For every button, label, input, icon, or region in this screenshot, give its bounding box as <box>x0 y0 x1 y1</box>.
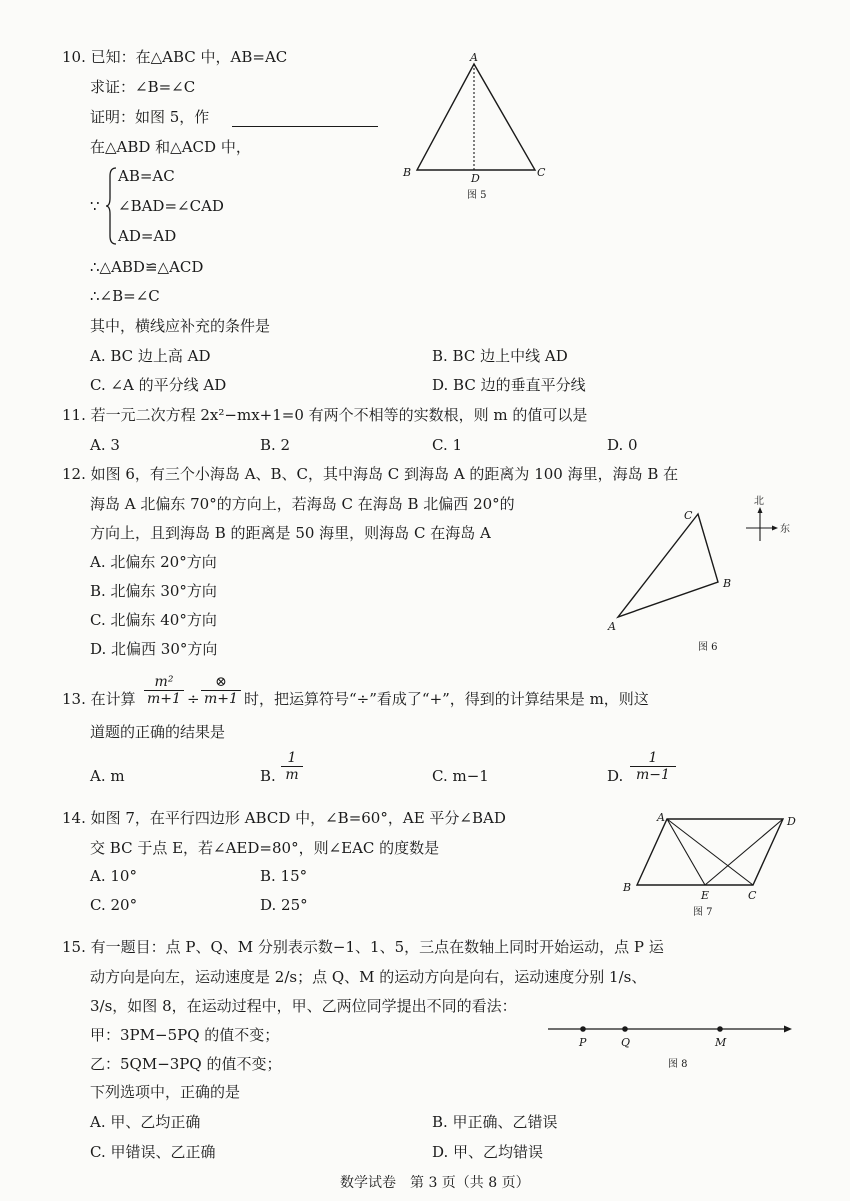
q12-option-d: D. 北偏西 30°方向 <box>90 640 218 658</box>
q14-option-d: D. 25° <box>260 896 308 914</box>
q10-brace <box>106 166 118 246</box>
fig7-caption: 图 7 <box>693 907 713 918</box>
q14-line-2: 交 BC 于点 E，若∠AED=80°，则∠EAC 的度数是 <box>90 839 440 857</box>
q12-line-3: 方向上，且到海岛 B 的距离是 50 海里，则海岛 C 在海岛 A <box>90 524 491 542</box>
q15-line-2: 动方向是向左，运动速度是 2/s；点 Q、M 的运动方向是向右，运动速度分别 1/s、 <box>90 968 647 986</box>
figure-6 <box>600 492 810 657</box>
compass-east: 东 <box>780 524 790 535</box>
q10-stem: 10. 已知：在△ABC 中，AB=AC <box>62 48 288 66</box>
q10-option-b: B. BC 边上中线 AD <box>432 347 568 365</box>
q13-fraction-2-num: ⊗ <box>201 674 241 691</box>
q13-option-b-label: B. <box>260 767 276 785</box>
fig5-label-b: B <box>403 166 412 179</box>
fig6-label-c: C <box>684 509 693 522</box>
q10-cond-3: AD=AD <box>118 227 177 245</box>
q13-option-b-num: 1 <box>281 750 303 767</box>
fig5-caption: 图 5 <box>467 190 487 201</box>
q10-question: 其中，横线应补充的条件是 <box>90 317 271 335</box>
fig5-label-d: D <box>471 172 480 185</box>
q13-fraction-1 <box>144 674 184 707</box>
q13-operator: ÷ <box>187 690 200 708</box>
q11-option-d: D. 0 <box>607 436 638 454</box>
page-footer: 数学试卷 第 3 页（共 8 页） <box>340 1175 530 1191</box>
q11-option-c: C. 1 <box>432 436 463 454</box>
q13-line-2: 道题的正确的结果是 <box>90 723 226 741</box>
q13-option-d-num: 1 <box>630 750 676 767</box>
fig7-label-a: A <box>657 811 665 824</box>
q10-congruent: ∴△ABD≌△ACD <box>90 258 204 276</box>
q15-jia: 甲：3PM−5PQ 的值不变； <box>90 1026 280 1044</box>
fig6-caption: 图 6 <box>698 642 718 653</box>
fig8-caption: 图 8 <box>668 1059 688 1070</box>
q15-option-a: A. 甲、乙均正确 <box>90 1113 201 1131</box>
q10-because: ∵ <box>90 197 100 215</box>
fig8-label-q: Q <box>621 1036 631 1049</box>
fig8-label-m: M <box>715 1036 727 1049</box>
q13-option-d-den: m−1 <box>636 767 670 783</box>
q14-option-a: A. 10° <box>90 867 137 885</box>
q10-answer-blank <box>232 126 378 127</box>
q13-fraction-1-num: m² <box>144 674 184 691</box>
q15-option-b: B. 甲正确、乙错误 <box>432 1113 558 1131</box>
q10-in-triangles: 在△ABD 和△ACD 中， <box>90 138 251 156</box>
q13-rest: 时，把运算符号“÷”看成了“+”，得到的计算结果是 m，则这 <box>244 690 649 708</box>
fig7-label-b: B <box>623 881 632 894</box>
q15-line-1: 15. 有一题目：点 P、Q、M 分别表示数−1、1、5，三点在数轴上同时开始运动，点 P 运 <box>62 938 664 956</box>
fig7-label-c: C <box>748 889 757 902</box>
figure-7 <box>615 805 815 925</box>
q11-option-a: A. 3 <box>90 436 120 454</box>
q14-option-c: C. 20° <box>90 896 138 914</box>
compass-north: 北 <box>754 496 764 507</box>
q11-stem: 11. 若一元二次方程 2x²−mx+1=0 有两个不相等的实数根，则 m 的值可以是 <box>62 406 588 424</box>
figure-8 <box>540 1015 800 1075</box>
fig7-label-e: E <box>701 889 710 902</box>
q13-option-c: C. m−1 <box>432 767 489 785</box>
compass-icon <box>746 507 778 541</box>
figure-5 <box>395 50 555 210</box>
q13-fraction-2-den: m+1 <box>204 691 238 707</box>
q10-cond-2: ∠BAD=∠CAD <box>118 197 224 215</box>
q10-cond-1: AB=AC <box>118 167 175 185</box>
q10-prove: 求证：∠B=∠C <box>90 78 196 96</box>
q13-lead: 13. 在计算 <box>62 690 136 708</box>
q13-option-b-fraction <box>281 750 303 783</box>
q15-yi: 乙：5QM−3PQ 的值不变； <box>90 1055 282 1073</box>
q15-option-d: D. 甲、乙均错误 <box>432 1143 544 1161</box>
q15-line-3: 3/s，如图 8，在运动过程中，甲、乙两位同学提出不同的看法： <box>90 997 517 1015</box>
number-line-arrow-icon <box>784 1026 792 1033</box>
q12-option-a: A. 北偏东 20°方向 <box>90 553 217 571</box>
q10-option-d: D. BC 边的垂直平分线 <box>432 376 586 394</box>
q12-option-b: B. 北偏东 30°方向 <box>90 582 217 600</box>
fig6-label-a: A <box>608 620 616 633</box>
fig5-label-c: C <box>537 166 546 179</box>
q12-line-1: 12. 如图 6，有三个小海岛 A、B、C，其中海岛 C 到海岛 A 的距离为 100 海里，海岛 B 在 <box>62 465 679 483</box>
q12-option-c: C. 北偏东 40°方向 <box>90 611 217 629</box>
q15-option-c: C. 甲错误、乙正确 <box>90 1143 216 1161</box>
q13-option-d-fraction <box>630 750 676 783</box>
q13-option-b-den: m <box>285 767 299 783</box>
q10-option-c: C. ∠A 的平分线 AD <box>90 376 227 394</box>
q14-option-b: B. 15° <box>260 867 308 885</box>
fig5-label-a: A <box>470 51 478 64</box>
q14-line-1: 14. 如图 7，在平行四边形 ABCD 中，∠B=60°，AE 平分∠BAD <box>62 809 506 827</box>
q15-question: 下列选项中，正确的是 <box>90 1083 241 1101</box>
q10-option-a: A. BC 边上高 AD <box>90 347 211 365</box>
q10-conclude: ∴∠B=∠C <box>90 287 160 305</box>
q11-option-b: B. 2 <box>260 436 291 454</box>
fig7-label-d: D <box>787 815 796 828</box>
fig6-label-b: B <box>723 577 732 590</box>
q13-option-a: A. m <box>90 767 125 785</box>
q12-line-2: 海岛 A 北偏东 70°的方向上，若海岛 C 在海岛 B 北偏西 20°的 <box>90 495 515 513</box>
q13-fraction-1-den: m+1 <box>147 691 181 707</box>
q10-proof-start: 证明：如图 5，作 <box>90 108 210 126</box>
fig8-label-p: P <box>579 1036 587 1049</box>
q13-fraction-2 <box>201 674 241 707</box>
q13-option-d-label: D. <box>607 767 624 785</box>
